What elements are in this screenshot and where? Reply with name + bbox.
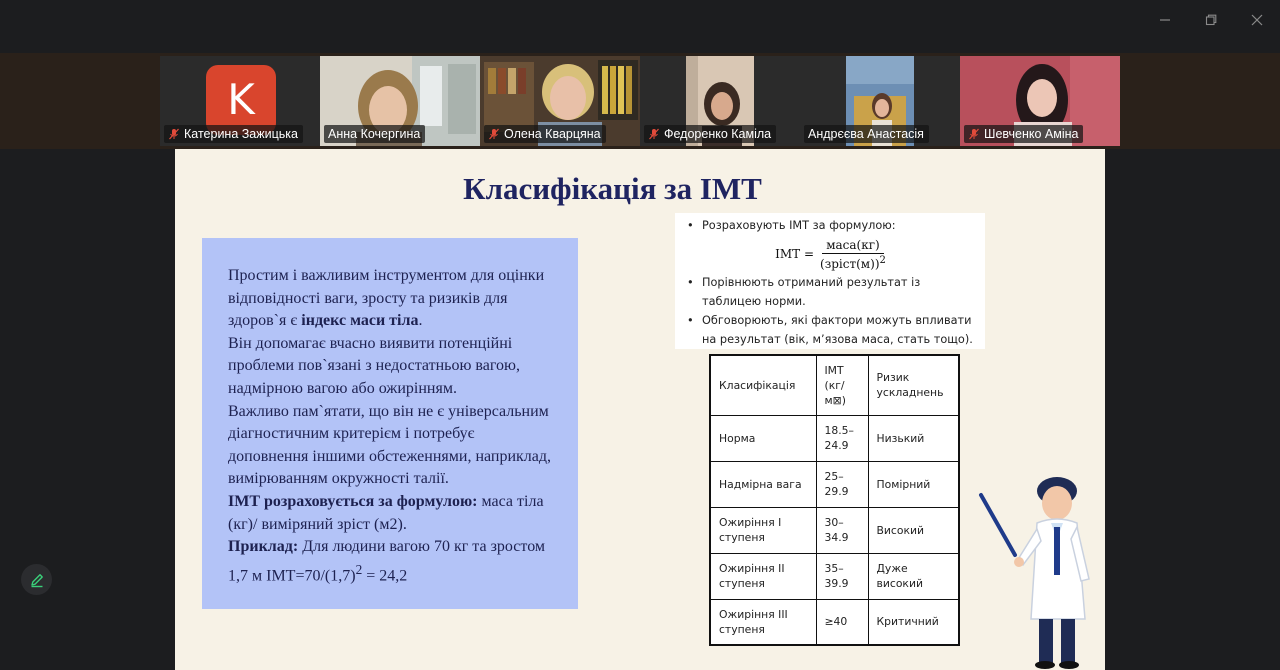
participant-tile[interactable] — [160, 56, 320, 146]
superscript: 2 — [355, 561, 363, 577]
minimize-icon — [1159, 14, 1171, 26]
close-icon — [1251, 14, 1263, 26]
table-cell: Низький — [868, 415, 959, 461]
text-span: . — [418, 312, 423, 330]
table-row — [710, 599, 959, 645]
table-cell: Високий — [868, 507, 959, 553]
formula-paragraph — [228, 491, 558, 536]
table-cell: ≥40 — [816, 599, 868, 645]
mic-muted-icon — [968, 128, 980, 140]
superscript: 2 — [879, 254, 886, 266]
description-paragraph — [228, 265, 558, 333]
participant-tile[interactable] — [640, 56, 800, 146]
step-bullet: • Порівнюють отриманий результат із таблицею норми. — [682, 273, 979, 311]
participant-name: Шевченко Аміна — [984, 127, 1079, 141]
table-header: Ризик ускладнень — [868, 355, 959, 415]
participant-tile[interactable] — [800, 56, 960, 146]
table-cell: 25–29.9 — [816, 461, 868, 507]
table-cell: 35–39.9 — [816, 553, 868, 599]
minimize-button[interactable] — [1151, 8, 1179, 32]
table-cell: Норма — [710, 415, 816, 461]
bmi-description-box — [202, 238, 578, 609]
description-paragraph: Важливо пам`ятати, що він не є універсальним діагностичним критерієм і потребує доповнення іншими обстеженнями, наприклад, вимірюванням окружності талії. — [228, 402, 552, 488]
participant-name-label — [484, 125, 606, 143]
table-cell: Надмірна вага — [710, 461, 816, 507]
mic-muted-icon — [488, 128, 500, 140]
bold-term: ІМТ розраховується за формулою: — [228, 492, 478, 510]
formula-lhs: IMT = — [775, 247, 815, 261]
bmi-formula — [682, 235, 979, 273]
table-cell: Ожиріння І ступеня — [710, 507, 816, 553]
bmi-steps-box — [675, 213, 985, 349]
table-cell: 30–34.9 — [816, 507, 868, 553]
participant-name-label — [644, 125, 776, 143]
avatar: K — [206, 65, 276, 135]
annotate-button[interactable] — [21, 564, 52, 595]
table-cell: Ожиріння ІІІ ступеня — [710, 599, 816, 645]
mic-muted-icon — [168, 128, 180, 140]
pencil-icon — [29, 572, 45, 588]
table-row — [710, 553, 959, 599]
participant-name: Андрєєва Анастасія — [808, 127, 924, 141]
restore-icon — [1205, 14, 1217, 26]
table-cell: Критичний — [868, 599, 959, 645]
table-header: Класифікація — [710, 355, 816, 415]
mic-muted-icon — [648, 128, 660, 140]
restore-button[interactable] — [1197, 8, 1225, 32]
shared-slide — [175, 149, 1105, 670]
formula-numerator: маса(кг) — [822, 238, 884, 254]
table-row — [710, 507, 959, 553]
participant-name-label — [804, 125, 929, 143]
participant-name-label — [964, 125, 1083, 143]
participant-name-label — [324, 125, 425, 143]
table-cell: Ожиріння ІІ ступеня — [710, 553, 816, 599]
table-row — [710, 461, 959, 507]
participant-tile[interactable] — [960, 56, 1120, 146]
table-header: ІМТ (кг/ м⊠) — [816, 355, 868, 415]
participant-name: Катерина Зажицька — [184, 127, 298, 141]
text-span: (зріст(м)) — [820, 256, 880, 271]
text-span: Для людини вагою 70 кг та зростом 1,7 м ІМТ=70/(1,7) — [228, 538, 546, 585]
bold-term: індекс маси тіла — [301, 312, 419, 330]
table-row — [710, 415, 959, 461]
text-span: Простим і важливим інструментом для оцінки відповідності ваги, зросту та ризиків для здоров`я є — [228, 267, 545, 330]
table-cell: Дуже високий — [868, 553, 959, 599]
doctor-illustration — [975, 469, 1105, 669]
participant-name-label — [164, 125, 303, 143]
participant-tile[interactable] — [480, 56, 640, 146]
participant-name: Олена Кварцяна — [504, 127, 601, 141]
example-paragraph — [228, 536, 558, 588]
close-button[interactable] — [1243, 8, 1271, 32]
step-bullet: • Розраховують ІМТ за формулою: — [682, 216, 979, 235]
step-bullet: • Обговорюють, які фактори можуть впливати на результат (вік, м’язова маса, стать тощо). — [682, 311, 979, 349]
participant-tile-active[interactable] — [320, 56, 480, 146]
table-cell: Помірний — [868, 461, 959, 507]
participant-name: Федоренко Каміла — [664, 127, 772, 141]
bmi-classification-table — [709, 354, 960, 646]
participant-name: Анна Кочергина — [328, 127, 421, 141]
formula-denominator — [820, 254, 886, 271]
text-span: = 24,2 — [362, 567, 408, 585]
formula-fraction — [820, 238, 886, 271]
bold-term: Приклад: — [228, 538, 299, 556]
table-cell: 18.5–24.9 — [816, 415, 868, 461]
table-header-row — [710, 355, 959, 415]
text-span: маса тіла (кг)/ виміряний зріст (м2). — [228, 492, 544, 533]
slide-title: Класифікація за ІМТ — [463, 171, 762, 206]
description-paragraph: Він допомагає вчасно виявити потенційні проблеми пов`язані з недостатньою вагою, надмірною вагою або ожирінням. — [228, 334, 520, 397]
